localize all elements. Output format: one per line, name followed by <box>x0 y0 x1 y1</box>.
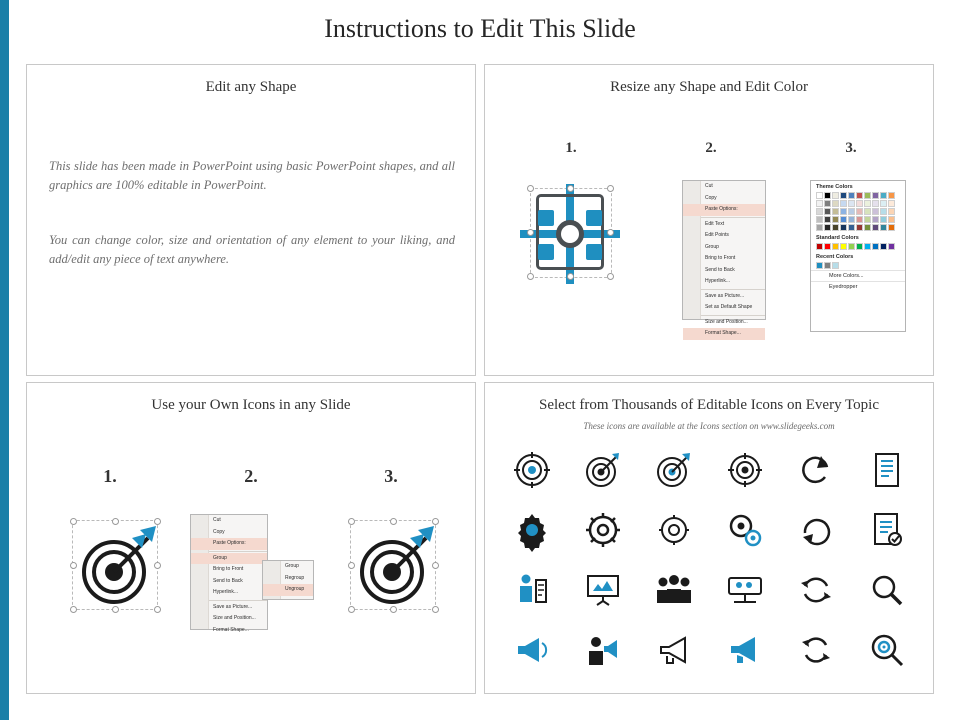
color-section-theme: Theme Colors <box>816 184 853 190</box>
gear-filled-icon[interactable] <box>514 512 550 548</box>
menu-item-hyperlink[interactable]: Hyperlink... <box>213 589 239 595</box>
icon-cell[interactable] <box>509 507 555 553</box>
icon-cell[interactable] <box>722 567 768 613</box>
menu-item-group[interactable]: Group <box>705 243 719 250</box>
page-title: Instructions to Edit This Slide <box>324 14 636 43</box>
swatch[interactable] <box>872 243 879 250</box>
target-dart-icon <box>70 518 162 612</box>
icon-cell[interactable] <box>864 627 910 673</box>
grab-handle <box>607 229 614 236</box>
menu-item-cut[interactable]: Cut <box>213 517 221 523</box>
swatch[interactable] <box>832 224 839 231</box>
swatch[interactable] <box>864 243 871 250</box>
refresh-clockwise-icon[interactable] <box>799 453 833 487</box>
menu-item-eyedropper[interactable]: Eyedropper <box>811 281 905 292</box>
swatch[interactable] <box>864 208 871 215</box>
submenu-item-ungroup[interactable]: Ungroup <box>263 584 313 596</box>
recycle-arrows-icon[interactable] <box>799 573 833 607</box>
swatch[interactable] <box>848 224 855 231</box>
swatch[interactable] <box>856 200 863 207</box>
swatch[interactable] <box>840 216 847 223</box>
icon-cell[interactable] <box>864 447 910 493</box>
swatch[interactable] <box>816 192 823 199</box>
theme-color-row[interactable] <box>811 192 905 199</box>
icon-cell[interactable] <box>580 567 626 613</box>
presentation-person-icon[interactable] <box>585 573 621 607</box>
handle-bottom-left <box>538 244 554 260</box>
swatch[interactable] <box>888 208 895 215</box>
menu-item-send-to-back[interactable]: Send to Back <box>705 266 735 273</box>
menu-item-paste-options[interactable]: Paste Options: <box>683 204 765 216</box>
icon-cell[interactable] <box>509 627 555 673</box>
swatch[interactable] <box>824 224 831 231</box>
accent-bar <box>0 0 9 720</box>
gear-dotted-icon[interactable] <box>656 512 692 548</box>
icon-cell[interactable] <box>651 567 697 613</box>
swatch[interactable] <box>880 243 887 250</box>
theme-color-row[interactable] <box>811 200 905 207</box>
step-number-2: 2. <box>705 140 717 156</box>
swatch[interactable] <box>848 243 855 250</box>
swatch[interactable] <box>888 224 895 231</box>
swatch[interactable] <box>888 243 895 250</box>
swatch[interactable] <box>848 192 855 199</box>
swatch[interactable] <box>864 192 871 199</box>
icon-cell[interactable] <box>864 567 910 613</box>
group-people-icon[interactable] <box>655 574 693 606</box>
shape-circle <box>556 220 584 248</box>
swatch[interactable] <box>816 243 823 250</box>
swatch[interactable] <box>832 262 839 269</box>
menu-item-format-shape[interactable]: Format Shape... <box>683 328 765 340</box>
magnifier-icon[interactable] <box>870 573 904 607</box>
bullhorn-icon[interactable] <box>656 635 692 665</box>
step-number-1: 1. <box>103 466 117 486</box>
submenu-item-group[interactable]: Group <box>285 563 299 569</box>
swatch[interactable] <box>888 192 895 199</box>
menu-item-send-to-back[interactable]: Send to Back <box>213 577 243 584</box>
icon-cell[interactable] <box>651 507 697 553</box>
swatch[interactable] <box>832 243 839 250</box>
swatch[interactable] <box>848 200 855 207</box>
icon-cell[interactable] <box>722 627 768 673</box>
swatch[interactable] <box>872 200 879 207</box>
swatch[interactable] <box>872 192 879 199</box>
team-meeting-icon[interactable] <box>727 574 763 606</box>
swatch[interactable] <box>856 243 863 250</box>
swatch[interactable] <box>832 200 839 207</box>
gear-outline-icon[interactable] <box>585 512 621 548</box>
panel-paragraph-1: This slide has been made in PowerPoint using basic PowerPoint shapes, and all graphics are 100% editable in PowerPoint. <box>49 159 455 192</box>
icon-cell[interactable] <box>651 627 697 673</box>
menu-item-more-colors[interactable]: More Colors... <box>811 270 905 281</box>
cycle-arrows-icon[interactable] <box>799 633 833 667</box>
swatch[interactable] <box>832 192 839 199</box>
target-arrow-icon[interactable] <box>656 452 692 488</box>
swatch[interactable] <box>880 192 887 199</box>
menu-item-bring-to-front[interactable]: Bring to Front <box>705 255 736 261</box>
menu-item-size-and-position[interactable]: Size and Position... <box>705 318 748 325</box>
icon-cell[interactable] <box>509 447 555 493</box>
swatch[interactable] <box>880 224 887 231</box>
step-number-3: 3. <box>845 140 857 156</box>
swatch[interactable] <box>816 216 823 223</box>
swatch[interactable] <box>848 216 855 223</box>
swatch[interactable] <box>816 262 823 269</box>
menu-item-paste-options[interactable]: Paste Options: <box>191 538 267 550</box>
icon-cell[interactable] <box>580 507 626 553</box>
menu-item-edit-text[interactable]: Edit Text <box>705 220 725 227</box>
swatch[interactable] <box>880 208 887 215</box>
target-magnifier-icon[interactable] <box>870 633 904 667</box>
icon-cell[interactable] <box>793 627 839 673</box>
gears-pair-icon[interactable] <box>727 512 763 548</box>
menu-item-copy[interactable]: Copy <box>705 194 717 201</box>
grab-handle <box>527 229 534 236</box>
shape-resize-illustration <box>516 176 624 296</box>
standard-color-row[interactable] <box>811 243 905 250</box>
grab-handle <box>527 185 534 192</box>
person-announce-icon[interactable] <box>585 634 621 666</box>
document-lines-icon[interactable] <box>872 452 902 488</box>
color-section-recent: Recent Colors <box>816 254 854 260</box>
icon-cell[interactable] <box>580 627 626 673</box>
grab-handle <box>567 273 574 280</box>
handle-top-left <box>538 210 554 226</box>
grab-handle <box>527 273 534 280</box>
swatch[interactable] <box>856 216 863 223</box>
panel-title: Resize any Shape and Edit Color <box>610 79 808 95</box>
menu-item-group[interactable]: Group <box>191 553 267 565</box>
recent-color-row[interactable] <box>811 262 905 269</box>
menu-item-save-as-picture[interactable]: Save as Picture... <box>213 603 253 610</box>
target-dart-icon <box>348 518 440 612</box>
context-menu[interactable] <box>190 514 268 633</box>
swatch[interactable] <box>864 224 871 231</box>
swatch[interactable] <box>888 216 895 223</box>
swatch[interactable] <box>872 208 879 215</box>
icon-cell[interactable] <box>793 447 839 493</box>
submenu-item-regroup[interactable]: Regroup <box>285 574 305 581</box>
swatch[interactable] <box>848 208 855 215</box>
step-number-1: 1. <box>565 140 577 156</box>
menu-item-size-and-position[interactable]: Size and Position... <box>213 615 256 621</box>
icon-library-grid[interactable] <box>496 440 922 680</box>
menu-item-edit-points[interactable]: Edit Points <box>705 232 729 238</box>
swatch[interactable] <box>832 208 839 215</box>
swatch[interactable] <box>864 216 871 223</box>
refresh-arrow-icon[interactable] <box>799 513 833 547</box>
swatch[interactable] <box>840 243 847 250</box>
swatch[interactable] <box>856 208 863 215</box>
icon-cell[interactable] <box>651 447 697 493</box>
menu-item-bring-to-front[interactable]: Bring to Front <box>213 566 244 572</box>
step-number-3: 3. <box>384 466 398 486</box>
target-dart-icon[interactable] <box>585 452 621 488</box>
swatch[interactable] <box>856 192 863 199</box>
checklist-document-icon[interactable] <box>872 512 902 548</box>
panel-title: Edit any Shape <box>205 79 297 95</box>
menu-item-hyperlink[interactable]: Hyperlink... <box>705 278 731 284</box>
megaphone-filled-icon[interactable] <box>727 635 763 665</box>
panel-title: Use your Own Icons in any Slide <box>151 397 351 413</box>
swatch[interactable] <box>840 224 847 231</box>
menu-item-set-default-shape[interactable]: Set as Default Shape <box>705 304 753 310</box>
panel-paragraph-2: You can change color, size and orientation of any element to your liking, and add/edit any piece of text anywhere. <box>49 233 455 266</box>
icon-cell[interactable] <box>509 567 555 613</box>
menu-item-format-shape[interactable]: Format Shape... <box>213 626 249 633</box>
menu-item-save-as-picture[interactable]: Save as Picture... <box>705 292 745 299</box>
menu-item-cut[interactable]: Cut <box>705 183 713 189</box>
theme-color-row[interactable] <box>811 208 905 215</box>
grab-handle <box>567 185 574 192</box>
grab-handle <box>607 185 614 192</box>
swatch[interactable] <box>864 200 871 207</box>
swatch[interactable] <box>816 208 823 215</box>
swatch[interactable] <box>824 262 831 269</box>
swatch[interactable] <box>816 224 823 231</box>
swatch[interactable] <box>824 216 831 223</box>
swatch[interactable] <box>872 216 879 223</box>
step-number-2: 2. <box>244 466 258 486</box>
icon-cell[interactable] <box>722 447 768 493</box>
megaphone-icon[interactable] <box>514 635 550 665</box>
icon-cell[interactable] <box>580 447 626 493</box>
swatch[interactable] <box>824 243 831 250</box>
icon-cell[interactable] <box>864 507 910 553</box>
swatch[interactable] <box>888 200 895 207</box>
group-submenu[interactable] <box>262 560 314 600</box>
swatch[interactable] <box>872 224 879 231</box>
theme-color-row[interactable] <box>811 224 905 231</box>
swatch[interactable] <box>840 208 847 215</box>
swatch[interactable] <box>856 224 863 231</box>
grab-handle <box>607 273 614 280</box>
theme-color-row[interactable] <box>811 216 905 223</box>
swatch[interactable] <box>832 216 839 223</box>
target-crosshair-icon[interactable] <box>514 452 550 488</box>
handle-bottom-right <box>586 244 602 260</box>
context-menu[interactable] <box>682 180 766 336</box>
swatch[interactable] <box>880 216 887 223</box>
icon-cell[interactable] <box>793 507 839 553</box>
icon-cell[interactable] <box>793 567 839 613</box>
color-section-standard: Standard Colors <box>816 235 859 241</box>
swatch[interactable] <box>816 200 823 207</box>
handle-top-right <box>586 210 602 226</box>
swatch[interactable] <box>840 200 847 207</box>
swatch[interactable] <box>840 192 847 199</box>
panel-subtitle: These icons are available at the Icons section on www.slidegeeks.com <box>583 421 835 431</box>
panel-edit-any-shape <box>26 64 476 376</box>
person-podium-icon[interactable] <box>515 572 549 608</box>
swatch[interactable] <box>824 208 831 215</box>
icon-cell[interactable] <box>722 507 768 553</box>
menu-item-copy[interactable]: Copy <box>213 528 225 535</box>
swatch[interactable] <box>824 200 831 207</box>
panel-title: Select from Thousands of Editable Icons on Every Topic <box>539 397 879 413</box>
swatch[interactable] <box>880 200 887 207</box>
swatch[interactable] <box>824 192 831 199</box>
color-picker[interactable] <box>810 180 906 332</box>
target-scope-icon[interactable] <box>727 452 763 488</box>
